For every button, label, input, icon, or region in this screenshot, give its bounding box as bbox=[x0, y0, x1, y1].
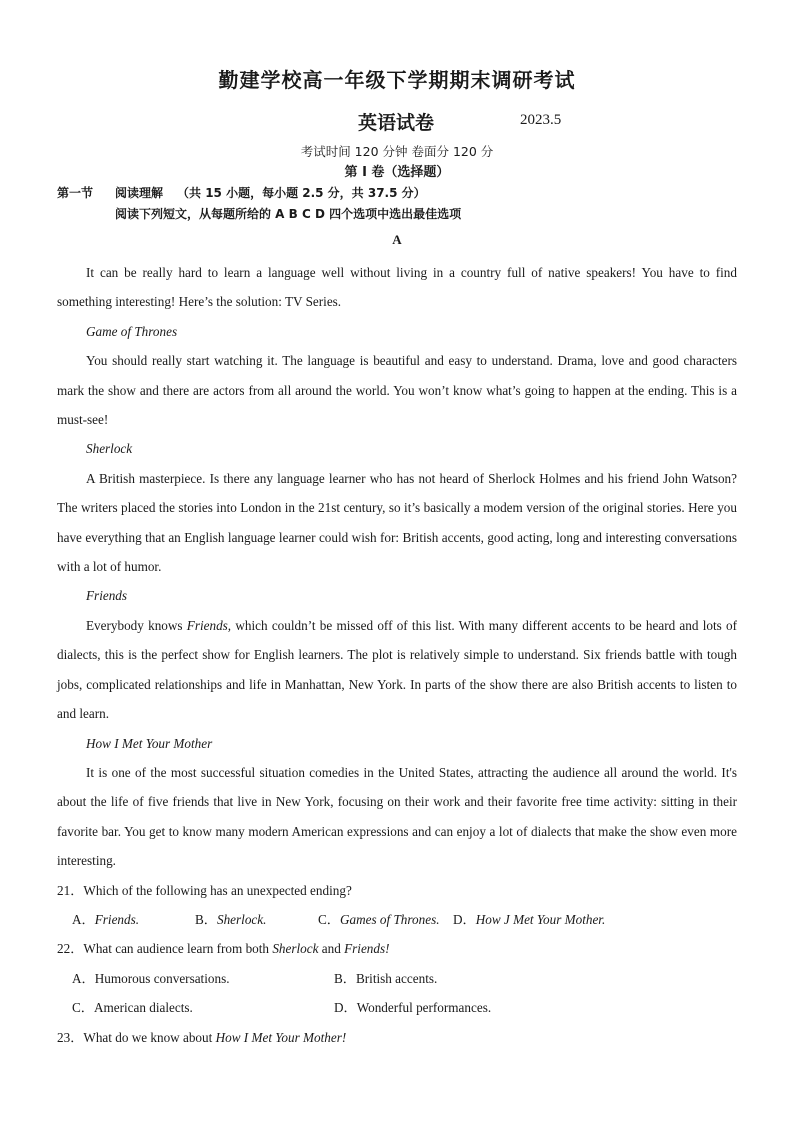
text-segment: and bbox=[318, 941, 345, 957]
show-title: Sherlock bbox=[86, 441, 133, 457]
passage-body bbox=[57, 258, 737, 1052]
option-a[interactable] bbox=[72, 964, 334, 993]
option-text: Friends. bbox=[94, 911, 140, 927]
option-letter: B． bbox=[195, 911, 217, 927]
option-letter: C． bbox=[318, 911, 340, 927]
question-22-options-row1 bbox=[57, 964, 737, 993]
question-22-options-row2 bbox=[57, 993, 737, 1022]
option-letter: A． bbox=[72, 970, 95, 986]
show-description: A British masterpiece. Is there any language learner who has not heard of Sherlock Holmes and his friend John Watson? The writers placed the stories into London in the 21st century, so it’s basically a modem version of the original stories. Here you have everything that an English language learner could wish for: British accents, good acting, long and interesting conversations with a lot of humor. bbox=[57, 470, 737, 575]
passage-label: A bbox=[392, 232, 402, 247]
question-21: 21．Which of the following has an unexpected ending? bbox=[57, 882, 352, 898]
exam-title: 勤建学校高一年级下学期期末调研考试 bbox=[218, 68, 576, 92]
option-a[interactable] bbox=[72, 905, 195, 934]
show-description: You should really start watching it. The language is beautiful and easy to understand. Drama, love and good characters mark the show and there are actors from all around the world. You won’t know what’s going to happen at the ending. This is a must-see! bbox=[57, 353, 737, 428]
text-segment: Everybody knows bbox=[86, 617, 187, 633]
option-d[interactable] bbox=[334, 993, 596, 1022]
passage-intro: It can be really hard to learn a language well without living in a country full of native speakers! You have to find something interesting! Here’s the solution: TV Series. bbox=[57, 265, 737, 310]
option-letter: C． bbox=[72, 1000, 94, 1016]
italic-title: Friends! bbox=[344, 941, 390, 957]
option-letter: D． bbox=[334, 1000, 357, 1016]
show-description: It is one of the most successful situation comedies in the United States, attracting the audience all around the world. It's about the life of five friends that live in New York, focusing on their work and their favorite free time activity: sitting in their favorite bar. You get to know many modern American expressions and can enjoy a lot of dialects that make the show even more interesting. bbox=[57, 764, 737, 869]
exam-subject: 英语试卷 bbox=[358, 112, 435, 134]
question-21-options bbox=[57, 905, 737, 934]
option-letter: A． bbox=[72, 911, 95, 927]
show-description bbox=[57, 611, 737, 729]
italic-title: Friends, bbox=[186, 617, 232, 633]
text-segment: 23．What do we know about bbox=[57, 1029, 216, 1045]
question-22 bbox=[57, 934, 737, 963]
show-title: How I Met Your Mother bbox=[86, 735, 213, 751]
option-letter: D． bbox=[453, 911, 476, 927]
option-c[interactable] bbox=[318, 905, 453, 934]
question-23 bbox=[57, 1023, 737, 1052]
option-text: Humorous conversations. bbox=[94, 970, 230, 986]
option-text: British accents. bbox=[355, 970, 438, 986]
italic-title: Sherlock bbox=[272, 941, 319, 957]
option-b[interactable] bbox=[334, 964, 596, 993]
section-number: 第一节 bbox=[57, 186, 94, 200]
section-instruction: 阅读下列短文，从每题所给的 A B C D 四个选项中选出最佳选项 bbox=[115, 207, 462, 221]
exam-meta: 考试时间 120 分钟 卷面分 120 分 bbox=[300, 144, 494, 159]
option-b[interactable] bbox=[195, 905, 318, 934]
option-text: Wonderful performances. bbox=[356, 1000, 492, 1016]
option-d[interactable] bbox=[453, 905, 606, 934]
italic-title: How I Met Your Mother! bbox=[215, 1029, 347, 1045]
section-count: （共 15 小题，每小题 2.5 分，共 37.5 分） bbox=[177, 186, 426, 200]
option-letter: B． bbox=[334, 970, 356, 986]
show-title: Friends bbox=[86, 588, 128, 604]
text-segment: 22．What can audience learn from both bbox=[57, 941, 273, 957]
option-text: Sherlock. bbox=[216, 911, 267, 927]
exam-date: 2023.5 bbox=[520, 112, 562, 128]
text-segment: which couldn’t be missed off of this list. With many different accents to be heard and lots of dialects, this is the perfect show for English learners. The plot is relatively simple to understand. Six friends battle with tough jobs, complicated relationships and life in Manhattan, New York. In parts of the show there are also British accents to listen to and learn. bbox=[57, 617, 737, 722]
option-text: Games of Thrones. bbox=[339, 911, 440, 927]
option-text: How J Met Your Mother. bbox=[475, 911, 606, 927]
option-c[interactable] bbox=[72, 993, 334, 1022]
section-heading bbox=[57, 184, 426, 201]
option-text: American dialects. bbox=[93, 1000, 193, 1016]
show-title: Game of Thrones bbox=[86, 323, 178, 339]
volume-heading: 第 I 卷（选择题） bbox=[344, 165, 450, 180]
section-title: 阅读理解 bbox=[115, 186, 164, 200]
